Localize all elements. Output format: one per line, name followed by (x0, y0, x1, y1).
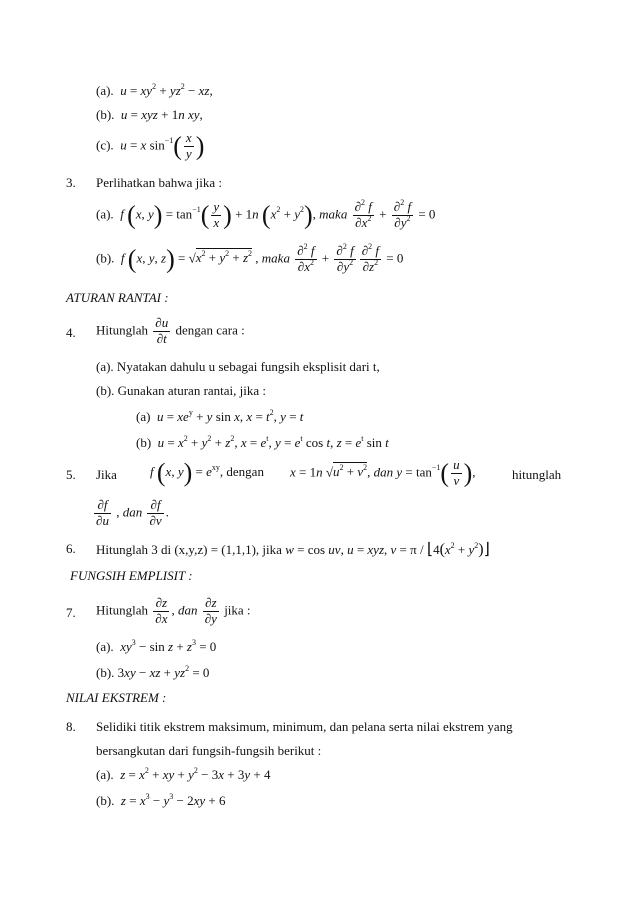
item-1b: (b). u = xyz + 1n xy, (96, 107, 203, 122)
p3-number: 3. (66, 175, 76, 190)
item-7b: (b). 3xy − xz + $yz^2 = 0$ (96, 664, 210, 680)
heading-chain-rule: ATURAN RANTAI : (66, 290, 169, 305)
p4-sub-a: (a) $u = xe^y + y$ sin x, $x = t^2$, y = t (136, 408, 304, 424)
p8-line-1: Selidiki titik ekstrem maksimum, minimum, dan pelana serta nilai ekstrem yang (96, 719, 513, 734)
p5-jika: Jika (96, 467, 117, 482)
item-8a: (a). $z = x^2$ + xy + $y^2 - 3x + 3y + 4$ (96, 766, 271, 782)
p4a-text: (a). Nyatakan dahulu u sebagai fungsih eksplisit dari t, (96, 359, 380, 374)
item-1c: (c). u = x $\sin^{-1}$( $\frac{x}{y}$ ) (96, 130, 205, 161)
p6-text: Hitunglah 3 di (x,y,z) = (1,1,1), jika w = cos uv, u = xyz, $v = \pi / ⌊4(x^2$ + $y^2)⌋$ (96, 541, 490, 558)
heading-implicit: FUNGSIH EMPLISIT : (70, 568, 193, 583)
p4b-text: (b). Gunakan aturan rantai, jika : (96, 383, 267, 398)
item-1a: (a). $u = xy^2 + yz^2$ − xz, (96, 82, 213, 98)
p5-substitution: x = 1n $√u^2 + v^2$, dan $y = \tan^{-1}$( $\frac{u}{v}$ ), (290, 457, 476, 488)
item-3b: (b). f (x, y, $z) = √x^2 + y^2 + z^2$ , maka $\frac{\partial^2 f}{\partial x^2}$ + $\frac{\partial^2 f}{\partial y^2}$ $\frac{\partial^2 f}{\partial z^2}$ = 0 (96, 242, 404, 274)
p5-partials: $\frac{\partial f}{\partial u}$ , dan $\frac{\partial f}{\partial v}$ . (96, 497, 169, 528)
p6-number: 6. (66, 541, 76, 556)
p5-number: 5. (66, 467, 76, 482)
p4-sub-b: (b) $u = x^2 + y^2 + z^2$, $x = e^t$, $y = e^t$ cos t, $z = e^t$ sin t (136, 434, 389, 450)
heading-extreme: NILAI EKSTREM : (66, 690, 167, 705)
item-3a: (a). f (x, $y) = \tan^{-1}$( $\frac{y}{x}$ ) + 1n $(x^2 + y^2)$, maka $\frac{\partial^2 f}{\partial x^2}$ + $\frac{\partial^2 f}{\partial y^2}$ = 0 (96, 198, 436, 230)
p7-text: Hitunglah $\frac{\partial z}{\partial x}$ , dan $\frac{\partial z}{\partial y}$ jika : (96, 595, 251, 626)
p4-number: 4. (66, 325, 76, 340)
p5-function: f (x, $y) = e^{xy}$, dengan (150, 458, 264, 487)
p7-number: 7. (66, 605, 76, 620)
p8-line-2: bersangkutan dari fungsih-fungsih berikut : (96, 743, 322, 758)
p3-text: Perlihatkan bahwa jika : (96, 175, 222, 190)
p4-text: Hitunglah $\frac{\partial u}{\partial t}$ dengan cara : (96, 315, 245, 346)
item-7a: (a). $xy^3 - \sin z + z^3 = 0$ (96, 638, 217, 654)
item-8b: (b). $z = x^3 - y^3 - 2xy + 6$ (96, 792, 226, 808)
p5-hitunglah: hitunglah (512, 467, 562, 482)
p8-number: 8. (66, 719, 76, 734)
